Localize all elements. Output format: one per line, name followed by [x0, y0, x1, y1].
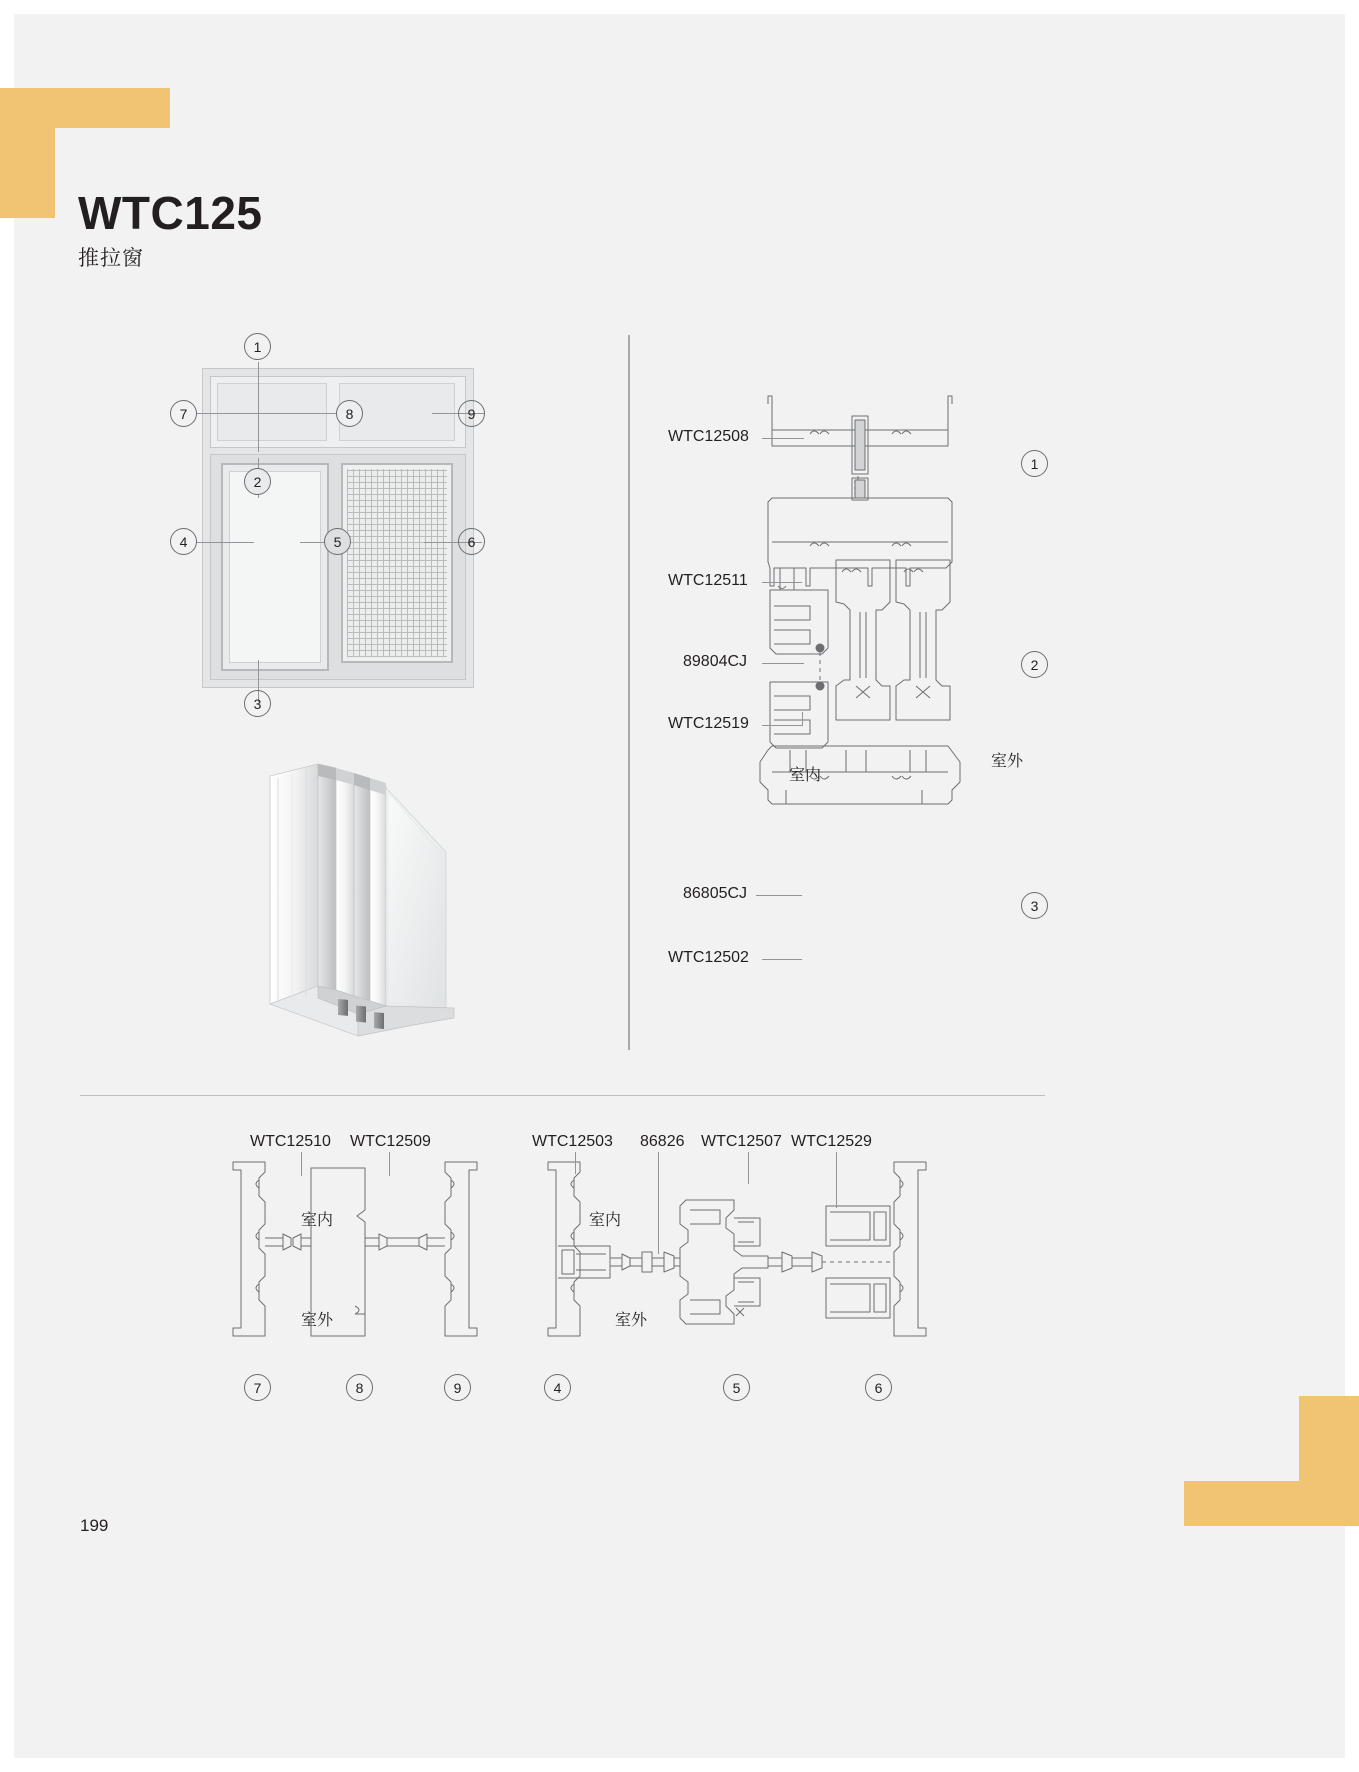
- leader-wtc12508: [762, 438, 804, 439]
- profile-label-wtc12507: WTC12507: [701, 1133, 782, 1150]
- sliding-sash-glass: [221, 463, 329, 671]
- leader-wtc12507: [748, 1152, 749, 1184]
- callout-bubble-3: [244, 690, 271, 717]
- leader-wtc12503: [575, 1152, 576, 1174]
- callout-bubble-7: [170, 400, 197, 427]
- profile-label-wtc12510: WTC12510: [250, 1133, 331, 1150]
- orientation-label-outdoor-left: 室外: [301, 1312, 334, 1329]
- title-block: [78, 186, 262, 274]
- sash-glass-pane: [229, 471, 321, 663]
- leader-86826: [658, 1152, 659, 1254]
- horizontal-section-right: [530, 1150, 950, 1370]
- callout-label: 2: [253, 473, 262, 490]
- callout-label: 9: [453, 1379, 462, 1396]
- callout-label: 5: [732, 1379, 741, 1396]
- callout-label: 9: [467, 405, 476, 422]
- corner-decoration-top-left-bar: [0, 88, 170, 128]
- insect-screen-mesh: [347, 469, 447, 657]
- vertical-divider: [628, 335, 630, 1050]
- callout-label: 3: [253, 695, 262, 712]
- page-subtitle: 推拉窗: [78, 247, 144, 270]
- bottom-callout-bubble-7: [244, 1374, 271, 1401]
- profile-label-wtc12509: WTC12509: [350, 1133, 431, 1150]
- page-title: WTC125: [78, 187, 263, 239]
- bottom-callout-bubble-9: [444, 1374, 471, 1401]
- leader-wtc12511: [762, 582, 802, 583]
- leader-86805cj: [756, 895, 802, 896]
- section-callout-bubble-3: [1021, 892, 1048, 919]
- callout-label: 1: [253, 338, 262, 355]
- callout-label: 7: [253, 1379, 262, 1396]
- callout-bubble-1: [244, 333, 271, 360]
- leader-line-4: [196, 542, 254, 543]
- leader-wtc12519-h: [762, 725, 802, 726]
- orientation-label-indoor-main: 室内: [789, 767, 822, 784]
- profile-label-86805cj: 86805CJ: [683, 885, 748, 902]
- callout-label: 5: [333, 533, 342, 550]
- bottom-callout-bubble-8: [346, 1374, 373, 1401]
- leader-89804cj: [762, 663, 804, 664]
- leader-line-8: [286, 413, 338, 414]
- callout-label: 1: [1030, 455, 1039, 472]
- callout-label: 2: [1030, 656, 1039, 673]
- callout-bubble-9: [458, 400, 485, 427]
- profile-label-wtc12508: WTC12508: [668, 428, 749, 445]
- horizontal-section-left: [215, 1150, 495, 1370]
- callout-bubble-4: [170, 528, 197, 555]
- vertical-section-drawing: [660, 390, 1060, 1020]
- callout-label: 8: [345, 405, 354, 422]
- horizontal-divider: [80, 1095, 1045, 1096]
- leader-wtc12510: [301, 1152, 302, 1176]
- callout-bubble-6: [458, 528, 485, 555]
- bottom-callout-bubble-6: [865, 1374, 892, 1401]
- page-number: 199: [80, 1516, 109, 1535]
- callout-label: 3: [1030, 897, 1039, 914]
- sliding-sash-screen: [341, 463, 453, 663]
- callout-label: 8: [355, 1379, 364, 1396]
- callout-bubble-8: [336, 400, 363, 427]
- profile-label-wtc12503: WTC12503: [532, 1133, 613, 1150]
- profile-label-wtc12529: WTC12529: [791, 1133, 872, 1150]
- callout-bubble-5: [324, 528, 351, 555]
- profile-label-wtc12511: WTC12511: [668, 572, 748, 589]
- leader-wtc12502: [762, 959, 802, 960]
- callout-label: 6: [467, 533, 476, 550]
- profile-label-86826: 86826: [640, 1133, 685, 1150]
- callout-label: 7: [179, 405, 188, 422]
- leader-wtc12529: [836, 1152, 837, 1208]
- leader-wtc12509: [389, 1152, 390, 1176]
- orientation-label-indoor-right: 室内: [589, 1212, 622, 1229]
- leader-wtc12519-v: [802, 712, 803, 726]
- profile-label-89804cj: 89804CJ: [683, 653, 748, 670]
- orientation-label-outdoor-main: 室外: [991, 753, 1024, 770]
- callout-label: 6: [874, 1379, 883, 1396]
- page-margin-top: [0, 0, 1359, 14]
- bottom-callout-bubble-4: [544, 1374, 571, 1401]
- page-margin-left: [0, 0, 14, 1772]
- bottom-callout-bubble-5: [723, 1374, 750, 1401]
- corner-assembly-photo: [258, 758, 468, 1036]
- orientation-label-indoor-left: 室内: [301, 1212, 334, 1229]
- orientation-label-outdoor-right: 室外: [615, 1312, 648, 1329]
- page-margin-bottom: [0, 1758, 1359, 1772]
- callout-label: 4: [553, 1379, 562, 1396]
- callout-bubble-2: [244, 468, 271, 495]
- callout-label: 4: [179, 533, 188, 550]
- profile-label-wtc12502: WTC12502: [668, 949, 749, 966]
- section-callout-bubble-1: [1021, 450, 1048, 477]
- transom-glass-left: [217, 383, 327, 441]
- profile-label-wtc12519: WTC12519: [668, 715, 749, 732]
- section-callout-bubble-2: [1021, 651, 1048, 678]
- corner-decoration-bottom-right-bar: [1184, 1481, 1359, 1526]
- leader-line-1: [258, 362, 259, 452]
